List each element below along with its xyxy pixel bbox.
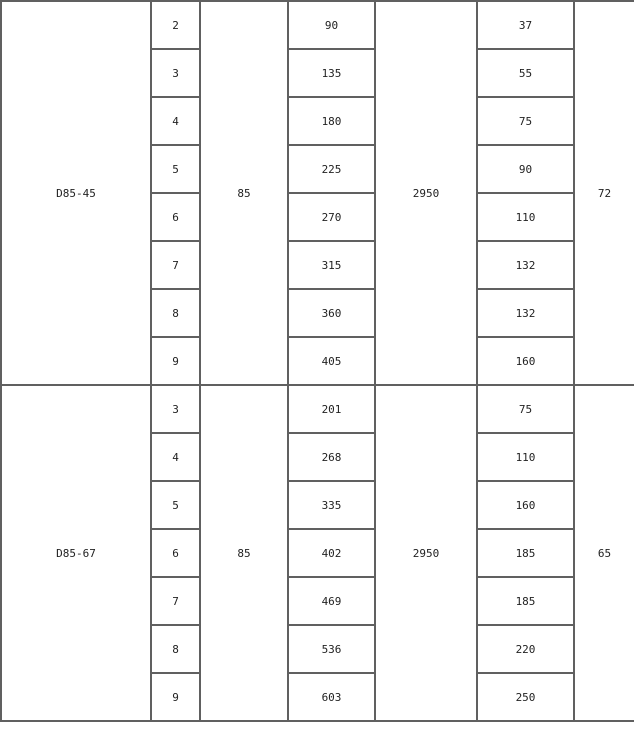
efficiency-cell: 72 [574,1,634,385]
stages-cell: 3 [151,49,200,97]
power-cell: 220 [477,625,574,673]
speed-cell: 2950 [375,385,477,721]
head-cell: 536 [288,625,375,673]
stages-cell: 8 [151,289,200,337]
head-cell: 315 [288,241,375,289]
stages-cell: 7 [151,241,200,289]
head-cell: 90 [288,1,375,49]
power-cell: 185 [477,529,574,577]
stages-cell: 2 [151,1,200,49]
head-cell: 270 [288,193,375,241]
head-cell: 335 [288,481,375,529]
power-cell: 55 [477,49,574,97]
power-cell: 132 [477,289,574,337]
stages-cell: 5 [151,481,200,529]
stages-cell: 3 [151,385,200,433]
head-cell: 201 [288,385,375,433]
stages-cell: 6 [151,529,200,577]
power-cell: 250 [477,673,574,721]
head-cell: 603 [288,673,375,721]
flow-cell: 85 [200,385,288,721]
power-cell: 110 [477,193,574,241]
model-cell: D85-67 [1,385,151,721]
power-cell: 160 [477,481,574,529]
stages-cell: 9 [151,673,200,721]
power-cell: 37 [477,1,574,49]
stages-cell: 9 [151,337,200,385]
speed-cell: 2950 [375,1,477,385]
power-cell: 75 [477,385,574,433]
efficiency-cell: 65 [574,385,634,721]
head-cell: 405 [288,337,375,385]
power-cell: 110 [477,433,574,481]
stages-cell: 4 [151,433,200,481]
stages-cell: 4 [151,97,200,145]
head-cell: 360 [288,289,375,337]
stages-cell: 6 [151,193,200,241]
head-cell: 402 [288,529,375,577]
table-row [1,1,634,49]
power-cell: 90 [477,145,574,193]
stages-cell: 5 [151,145,200,193]
table-row [1,385,634,433]
head-cell: 135 [288,49,375,97]
head-cell: 469 [288,577,375,625]
power-cell: 132 [477,241,574,289]
head-cell: 180 [288,97,375,145]
spec-table-body [1,1,634,721]
flow-cell: 85 [200,1,288,385]
stages-cell: 7 [151,577,200,625]
model-cell: D85-45 [1,1,151,385]
power-cell: 160 [477,337,574,385]
head-cell: 225 [288,145,375,193]
head-cell: 268 [288,433,375,481]
power-cell: 75 [477,97,574,145]
power-cell: 185 [477,577,574,625]
stages-cell: 8 [151,625,200,673]
